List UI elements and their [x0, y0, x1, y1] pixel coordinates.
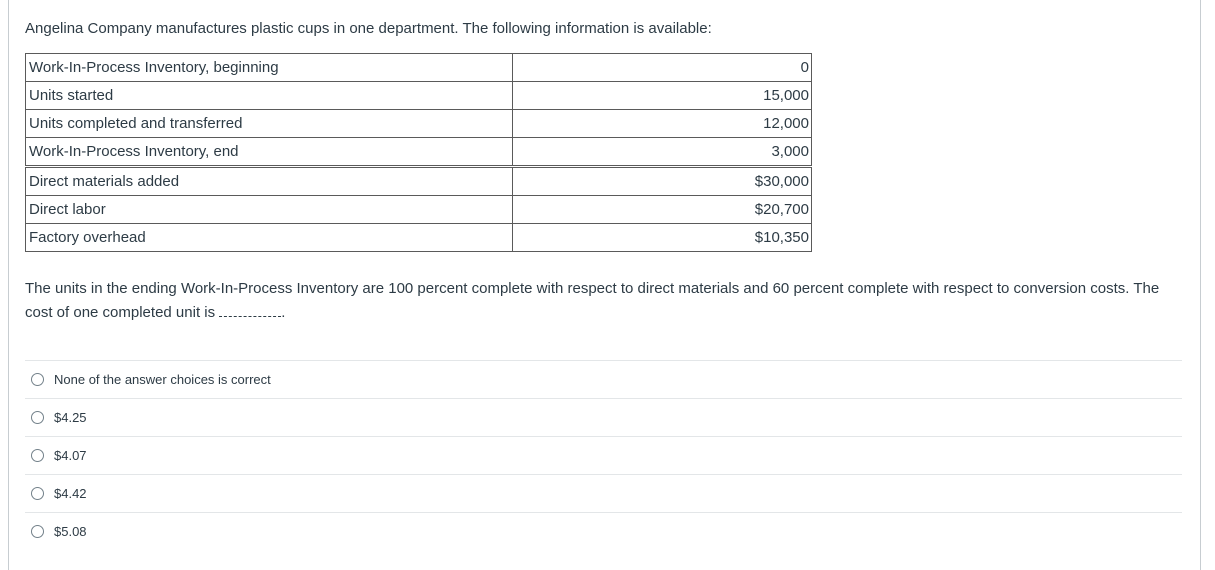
radio-button[interactable]	[31, 373, 44, 386]
row-value: $10,350	[513, 224, 812, 252]
table-row	[26, 224, 812, 252]
row-label: Units started	[26, 82, 513, 110]
row-value: 0	[513, 54, 812, 82]
radio-button[interactable]	[31, 411, 44, 424]
question-body: The units in the ending Work-In-Process Inventory are 100 percent complete with respect to direct materials and 60 percent complete with respect to conversion costs. The cost of one completed unit is	[25, 280, 1160, 321]
table-row	[26, 196, 812, 224]
table-row	[26, 138, 812, 167]
question-text	[25, 277, 1185, 325]
radio-button[interactable]	[31, 449, 44, 462]
radio-button[interactable]	[31, 487, 44, 500]
row-value: 3,000	[513, 138, 812, 167]
answer-label: $4.25	[54, 410, 87, 425]
answer-option[interactable]	[25, 474, 1182, 512]
answer-label: None of the answer choices is correct	[54, 372, 271, 387]
answer-label: $5.08	[54, 524, 87, 539]
table-row	[26, 110, 812, 138]
row-value: $30,000	[513, 167, 812, 196]
table-row	[26, 167, 812, 196]
answer-option[interactable]	[25, 436, 1182, 474]
table-row	[26, 82, 812, 110]
answer-option[interactable]	[25, 398, 1182, 436]
table-row	[26, 54, 812, 82]
answer-option[interactable]	[25, 360, 1182, 398]
row-label: Direct materials added	[26, 167, 513, 196]
answer-option[interactable]	[25, 512, 1182, 550]
answer-label: $4.42	[54, 486, 87, 501]
info-table	[25, 53, 812, 252]
intro-text: Angelina Company manufactures plastic cups in one department. The following information is available:	[25, 20, 712, 37]
answer-blank	[219, 302, 281, 317]
row-value: 12,000	[513, 110, 812, 138]
row-value: $20,700	[513, 196, 812, 224]
radio-button[interactable]	[31, 525, 44, 538]
answer-label: $4.07	[54, 448, 87, 463]
row-value: 15,000	[513, 82, 812, 110]
row-label: Factory overhead	[26, 224, 513, 252]
row-label: Units completed and transferred	[26, 110, 513, 138]
row-label: Direct labor	[26, 196, 513, 224]
question-end: .	[281, 304, 286, 321]
row-label: Work-In-Process Inventory, end	[26, 138, 513, 167]
answer-list	[25, 360, 1182, 550]
row-label: Work-In-Process Inventory, beginning	[26, 54, 513, 82]
